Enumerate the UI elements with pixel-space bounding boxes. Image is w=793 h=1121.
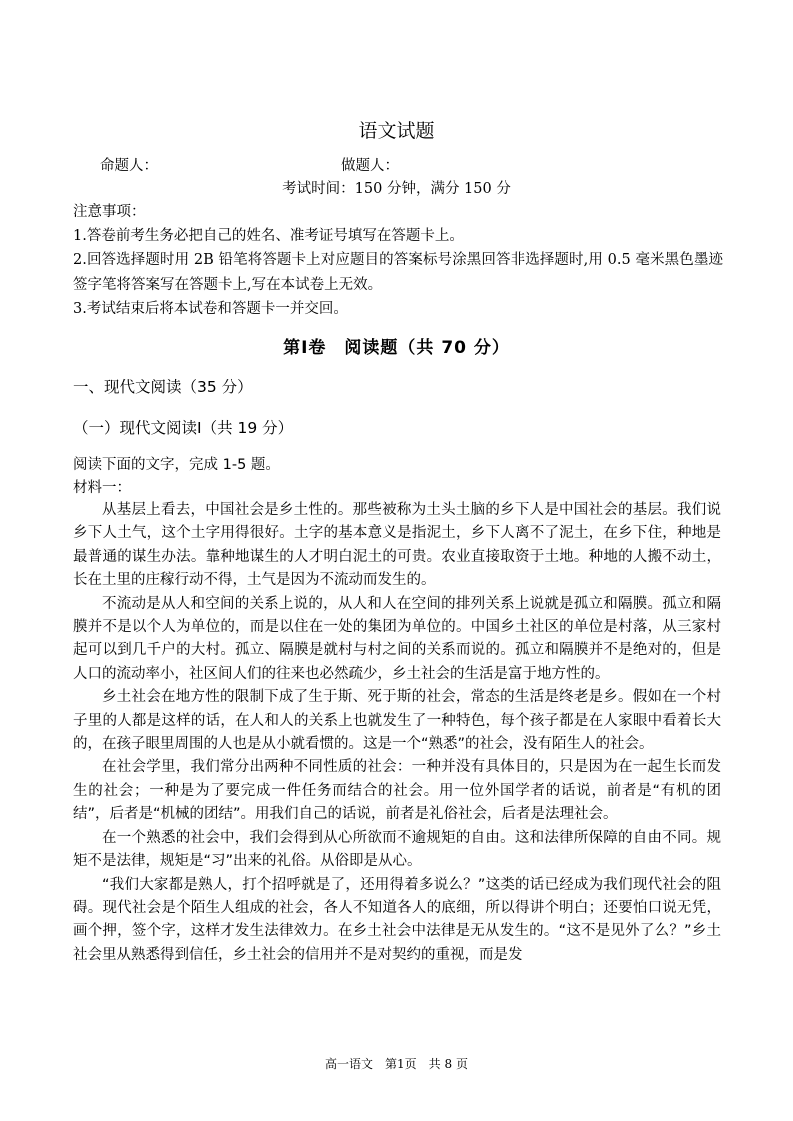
passage-paragraph: “我们大家都是熟人，打个招呼就是了，还用得着多说么？”这类的话已经成为我们现代社会的阻碍。现代社会是个陌生人组成的社会，各人不知道各人的底细，所以得讲个明白；还要怕口说无凭，画个押，签个字，这样才发生法律效力。在乡土社会中法律是无从发生的。“这不是见外了么？”乡土社会里从熟悉得到信任，乡土社会的信用并不是对契约的重视，而是发: [73, 876, 721, 963]
notes-item-1: 1.答卷前考生务必把自己的姓名、准考证号填写在答题卡上。: [73, 228, 464, 245]
setter-label: 命题人：: [100, 158, 158, 174]
passage-paragraph: 在社会学里，我们常分出两种不同性质的社会：一种并没有具体目的，只是因为在一起生长而发生的社会；一种是为了要完成一件任务而结合的社会。用一位外国学者的话说，前者是“有机的团结”，后者是“机械的团结”。用我们自己的话说，前者是礼俗社会，后者是法理社会。: [73, 759, 721, 823]
notes-item-3: 3.考试结束后将本试卷和答题卡一并交回。: [73, 300, 348, 317]
notes-heading: 注意事项：: [73, 204, 146, 220]
reading-instruction: 阅读下面的文字，完成 1-5 题。: [73, 457, 280, 473]
solver-label: 做题人：: [341, 158, 399, 174]
notes-block: [73, 200, 723, 321]
passage-body: [73, 499, 721, 967]
exam-info: 考试时间：150 分钟，满分 150 分: [282, 181, 511, 197]
part-title: 第Ⅰ卷 阅读题（共 70 分）: [283, 338, 510, 358]
passage-paragraph: 不流动是从人和空间的关系上说的，从人和人在空间的排列关系上说就是孤立和隔膜。孤立和隔膜并不是以个人为单位的，而是以住在一处的集团为单位的。中国乡土社区的单位是村落，从三家村起可以到几千户的大村。孤立、隔膜是就村与村之间的关系而说的。孤立和隔膜并不是绝对的，但是人口的流动率小，社区间人们的往来也必然疏少，乡土社会的生活是富于地方性的。: [73, 595, 721, 682]
subsection-heading: （一）现代文阅读Ⅰ（共 19 分）: [73, 419, 294, 437]
notes-item-2: 2.回答选择题时用 2B 铅笔将答题卡上对应题目的答案标号涂黑回答非选择题时,用 0.5 毫米黑色墨迹签字笔将答案写在答题卡上,写在本试卷上无效。: [73, 252, 723, 293]
page-footer: 高一语文 第1页 共 8 页: [325, 1057, 468, 1071]
section-heading: 一、现代文阅读（35 分）: [73, 378, 253, 396]
passage-paragraph: 乡土社会在地方性的限制下成了生于斯、死于斯的社会，常态的生活是终老是乡。假如在一个村子里的人都是这样的话，在人和人的关系上也就发生了一种特色，每个孩子都是在人家眼中看着长大的，在孩子眼里周围的人也是从小就看惯的。这是一个“熟悉”的社会，没有陌生人的社会。: [73, 689, 721, 753]
passage-paragraph: 在一个熟悉的社会中，我们会得到从心所欲而不逾规矩的自由。这和法律所保障的自由不同。规矩不是法律，规矩是“习”出来的礼俗。从俗即是从心。: [73, 829, 721, 870]
passage-paragraph: 从基层上看去，中国社会是乡土性的。那些被称为土头土脑的乡下人是中国社会的基层。我们说乡下人土气，这个土字用得很好。土字的基本意义是指泥土，乡下人离不了泥土，在乡下住，种地是最普通的谋生办法。靠种地谋生的人才明白泥土的可贵。农业直接取资于土地。种地的人搬不动土，长在土里的庄稼行动不得，土气是因为不流动而发生的。: [73, 502, 721, 589]
material-label: 材料一：: [73, 480, 131, 496]
exam-title: 语文试题: [358, 120, 435, 142]
